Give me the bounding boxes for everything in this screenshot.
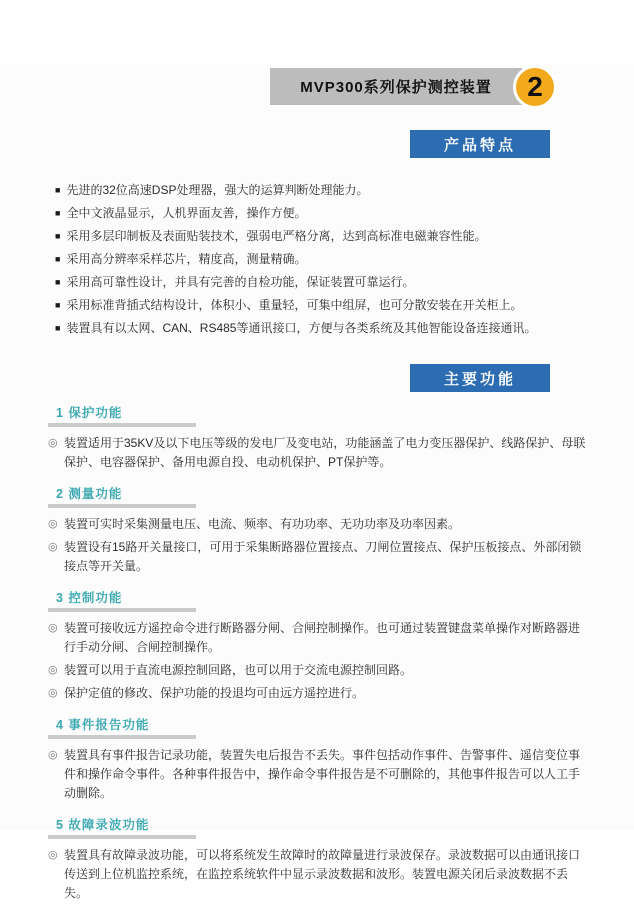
function-section (48, 715, 593, 803)
function-item-text: 装置设有15路开关量接口，可用于采集断路器位置接点、刀闸位置接点、保护压板接点、外部闭锁接点等开关量。 (64, 540, 582, 573)
section-title: 5 故障录波功能 (56, 818, 150, 832)
features-banner (410, 130, 550, 158)
square-bullet-icon: ■ (55, 323, 61, 333)
function-item (48, 846, 593, 903)
section-title: 3 控制功能 (56, 591, 123, 605)
function-section (48, 403, 593, 472)
feature-text: 采用高可靠性设计，并具有完善的自检功能，保证装置可靠运行。 (66, 275, 415, 289)
section-items (48, 434, 593, 472)
section-heading (48, 715, 593, 739)
section-underline (48, 835, 196, 839)
feature-text: 采用高分辨率采样芯片，精度高，测量精确。 (66, 252, 307, 266)
section-items (48, 746, 593, 803)
function-item-text: 装置可以用于直流电源控制回路，也可以用于交流电源控制回路。 (64, 663, 413, 677)
ring-bullet-icon: ◎ (48, 749, 58, 761)
feature-item (55, 184, 600, 197)
feature-item (55, 299, 600, 312)
section-underline (48, 423, 196, 427)
functions-banner-label: 主要功能 (443, 370, 516, 388)
square-bullet-icon: ■ (55, 277, 61, 287)
feature-text: 全中文液晶显示，人机界面友善，操作方便。 (66, 206, 307, 220)
function-item (48, 538, 593, 576)
feature-text: 采用多层印制板及表面贴装技术，强弱电严格分离，达到高标准电磁兼容性能。 (66, 229, 487, 243)
feature-item (55, 207, 600, 220)
feature-text: 先进的32位高速DSP处理器，强大的运算判断处理能力。 (66, 183, 369, 197)
function-item (48, 619, 593, 657)
feature-text: 装置具有以太网、CAN、RS485等通讯接口，方便与各类系统及其他智能设备连接通讯。 (66, 321, 537, 335)
feature-item (55, 322, 600, 335)
section-items (48, 846, 593, 903)
feature-item (55, 276, 600, 289)
function-item-text: 装置具有事件报告记录功能，装置失电后报告不丢失。事件包括动作事件、告警事件、遥信变位事件和操作命令事件。各种事件报告中，操作命令事件报告是不可删除的，其他事件报告可以人工手动删除。 (64, 748, 581, 800)
ring-bullet-icon: ◎ (48, 664, 58, 676)
section-heading (48, 815, 593, 839)
function-section (48, 815, 593, 903)
square-bullet-icon: ■ (55, 254, 61, 264)
function-item (48, 661, 593, 680)
function-item-text: 装置适用于35KV及以下电压等级的发电厂及变电站，功能涵盖了电力变压器保护、线路保护、母联保护、电容器保护、备用电源自投、电动机保护、PT保护等。 (64, 436, 586, 469)
features-banner-label: 产品特点 (443, 136, 516, 154)
section-heading (48, 403, 593, 427)
function-section (48, 484, 593, 576)
section-heading (48, 588, 593, 612)
ring-bullet-icon: ◎ (48, 687, 58, 699)
chapter-number: 2 (527, 71, 543, 102)
chapter-number-badge (513, 65, 557, 109)
chapter-title: MVP300系列保护测控装置 (300, 79, 492, 96)
section-title: 1 保护功能 (56, 406, 123, 420)
feature-list (55, 184, 600, 345)
function-item-text: 装置具有故障录波功能，可以将系统发生故障时的故障量进行录波保存。录波数据可以由通讯接口传送到上位机监控系统，在监控系统软件中显示录波数据和波形。装置电源关闭后录波数据不丢失。 (64, 848, 581, 900)
function-item (48, 746, 593, 803)
function-item (48, 515, 593, 534)
function-item-text: 装置可接收远方遥控命令进行断路器分闸、合闸控制操作。也可通过装置键盘菜单操作对断路器进行手动分闸、合闸控制操作。 (64, 621, 581, 654)
chapter-header-bar (270, 68, 522, 105)
function-sections (48, 403, 593, 915)
square-bullet-icon: ■ (55, 208, 61, 218)
ring-bullet-icon: ◎ (48, 437, 58, 449)
section-underline (48, 735, 196, 739)
function-item-text: 保护定值的修改、保护功能的投退均可由远方遥控进行。 (64, 686, 365, 700)
section-underline (48, 504, 196, 508)
section-items (48, 515, 593, 576)
function-item (48, 684, 593, 703)
function-item-text: 装置可实时采集测量电压、电流、频率、有功功率、无功功率及功率因素。 (64, 517, 461, 531)
section-title: 4 事件报告功能 (56, 718, 150, 732)
function-item (48, 434, 593, 472)
section-items (48, 619, 593, 703)
feature-item (55, 230, 600, 243)
feature-text: 采用标准背插式结构设计，体积小、重量轻，可集中组屏，也可分散安装在开关柜上。 (66, 298, 523, 312)
square-bullet-icon: ■ (55, 231, 61, 241)
feature-item (55, 253, 600, 266)
section-underline (48, 608, 196, 612)
ring-bullet-icon: ◎ (48, 622, 58, 634)
function-section (48, 588, 593, 703)
ring-bullet-icon: ◎ (48, 541, 58, 553)
ring-bullet-icon: ◎ (48, 849, 58, 861)
section-heading (48, 484, 593, 508)
square-bullet-icon: ■ (55, 300, 61, 310)
functions-banner (410, 364, 550, 392)
section-title: 2 测量功能 (56, 487, 123, 501)
square-bullet-icon: ■ (55, 185, 61, 195)
ring-bullet-icon: ◎ (48, 518, 58, 530)
